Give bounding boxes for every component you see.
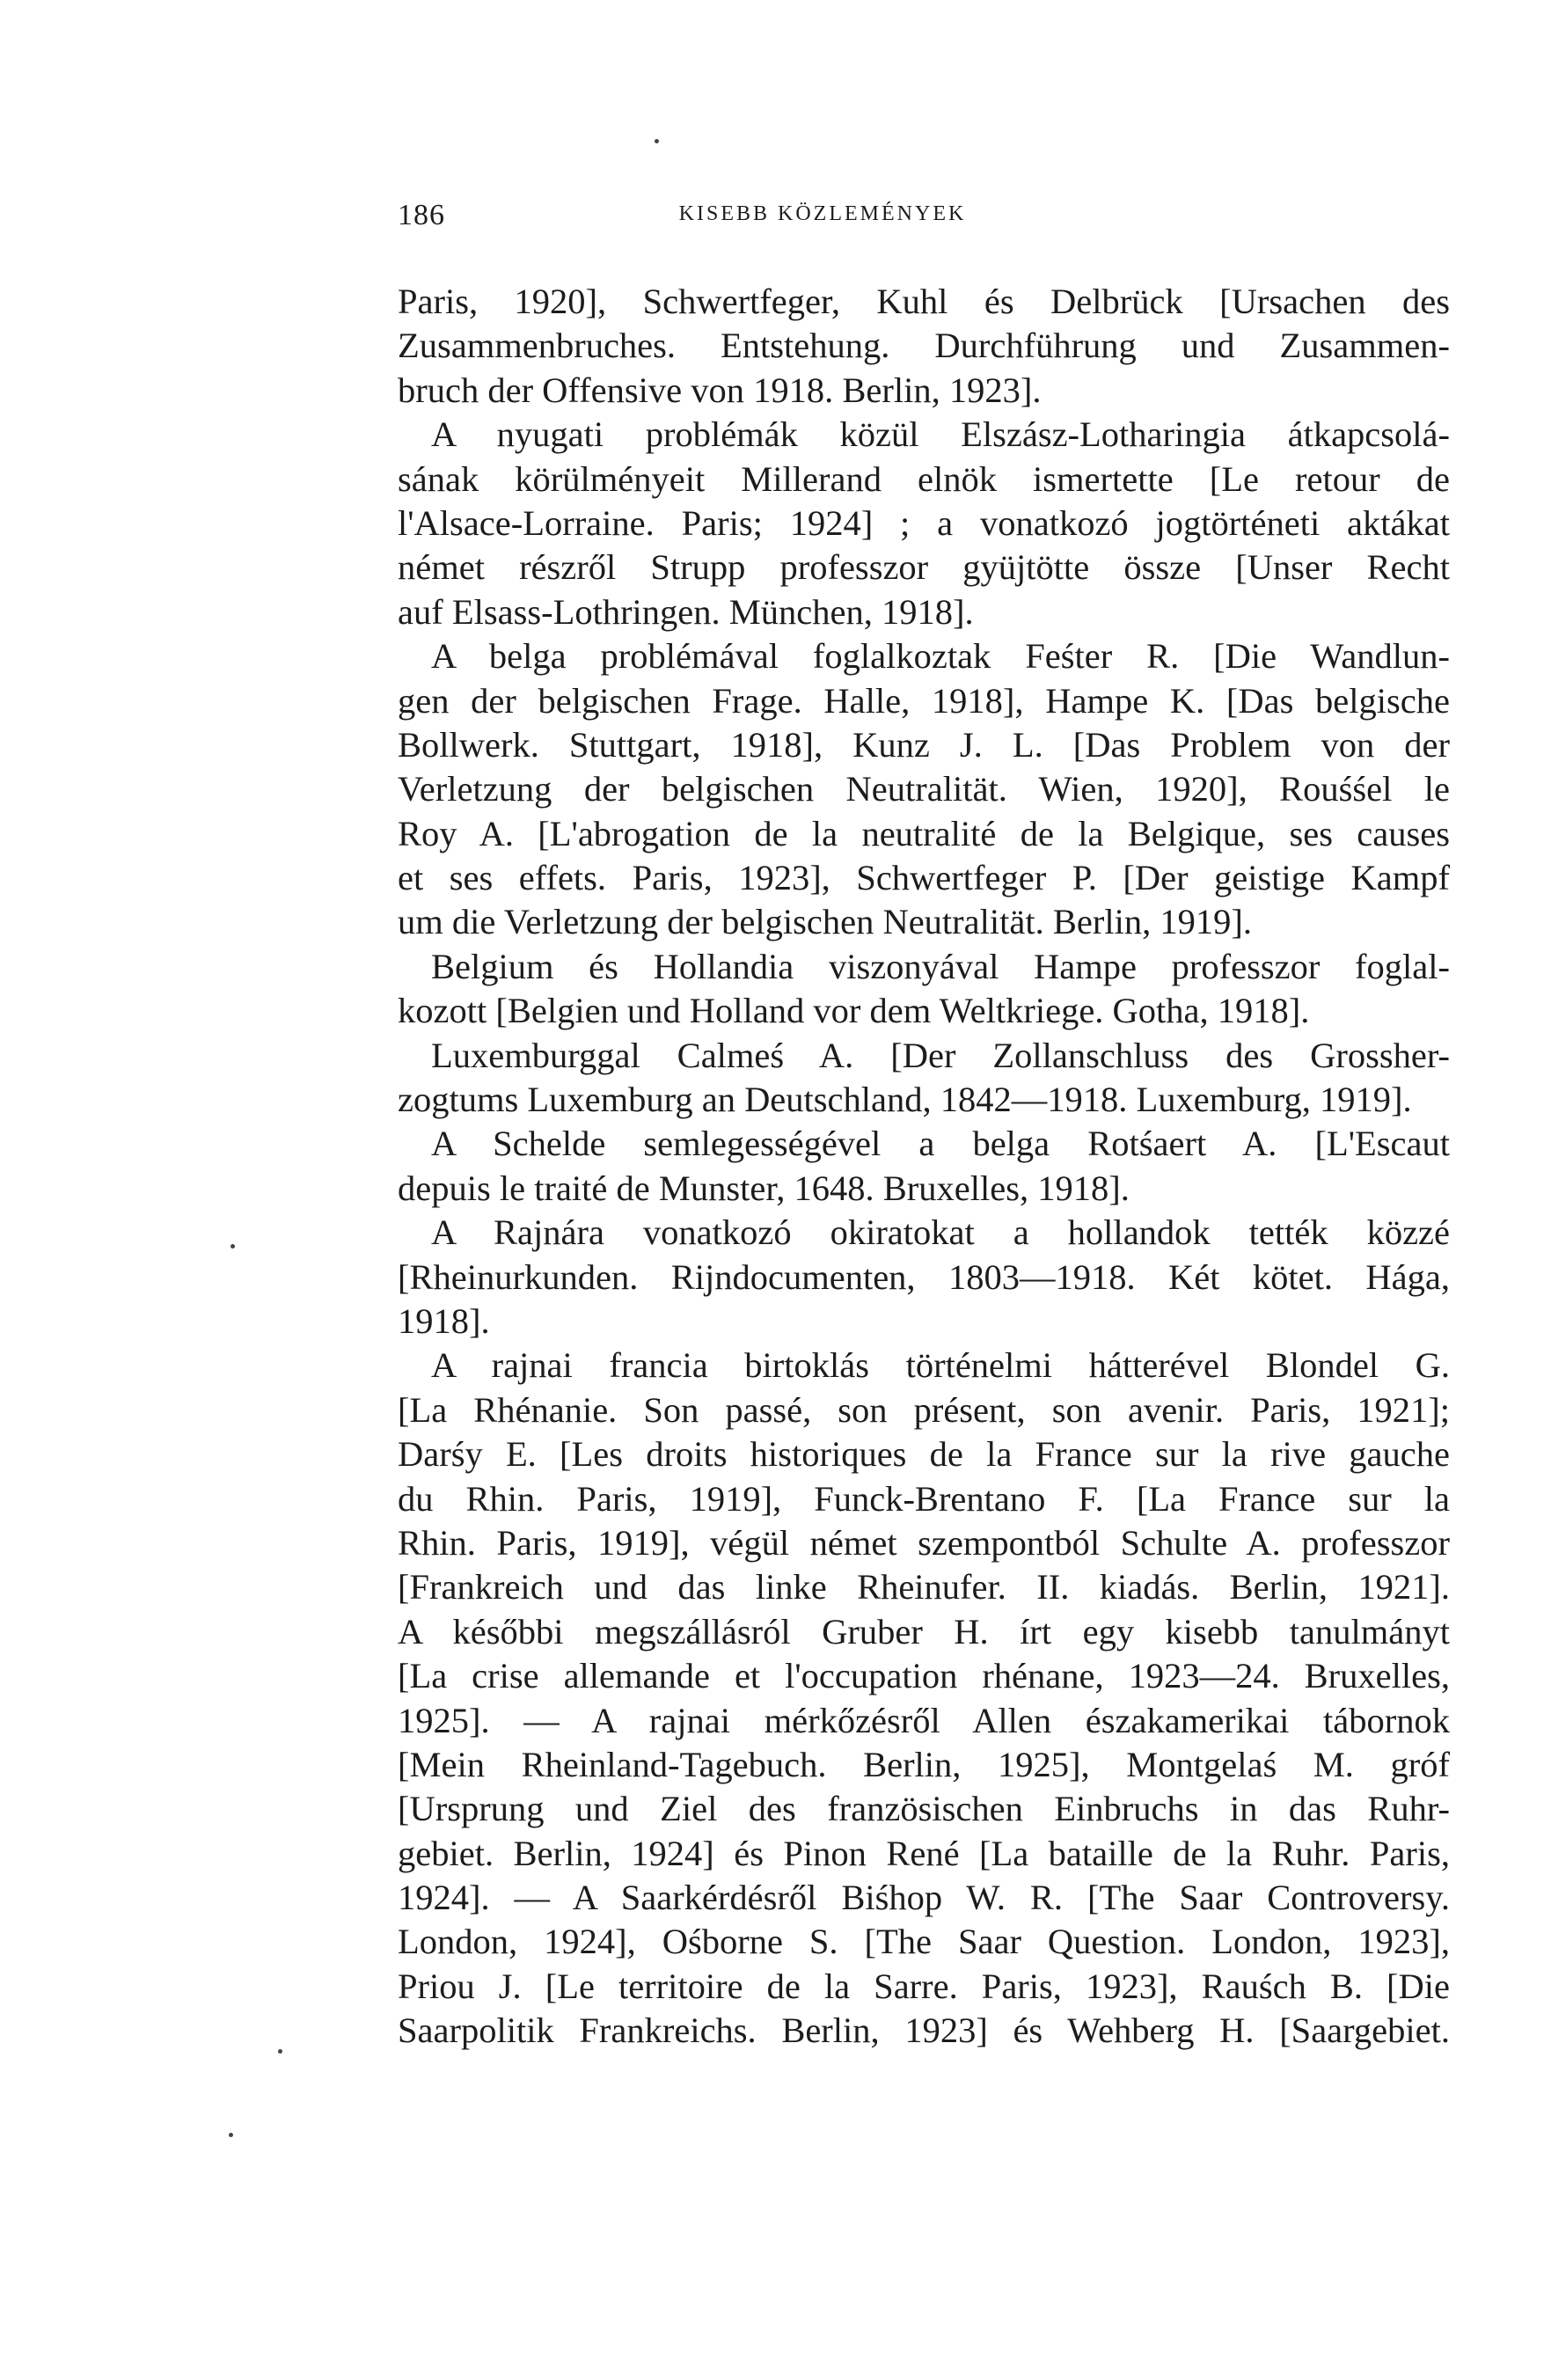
text-line: Rhin. Paris, 1919], végül német szempontból Schulte A. professzor xyxy=(398,1522,1450,1563)
text-line: London, 1924], Ośborne S. [The Saar Question. London, 1923], xyxy=(398,1922,1450,1962)
speck-mark xyxy=(278,2049,282,2054)
text-line: A Schelde semlegességével a belga Rotśaert A. [L'Escaut xyxy=(431,1124,1450,1164)
text-line: Priou J. [Le territoire de la Sarre. Paris, 1923], Rauśch B. [Die xyxy=(398,1966,1450,2006)
speck-mark xyxy=(229,2133,233,2137)
text-line: [Ursprung und Ziel des französischen Einbruchs in das Ruhr- xyxy=(398,1789,1450,1829)
text-line: A későbbi megszállásról Gruber H. írt egy kisebb tanulmányt xyxy=(398,1611,1450,1651)
text-line: Zusammenbruches. Entstehung. Durchführung und Zusammen- xyxy=(398,326,1450,366)
text-line: Paris, 1920], Schwertfeger, Kuhl és Delbrück [Ursachen des xyxy=(398,282,1450,321)
text-line: kozott [Belgien und Holland vor dem Weltkriege. Gotha, 1918]. xyxy=(398,991,1310,1031)
text-line: gen der belgischen Frage. Halle, 1918], Hampe K. [Das belgische xyxy=(398,680,1450,721)
text-line: [La crise allemande et l'occupation rhénane, 1923—24. Bruxelles, xyxy=(398,1656,1450,1696)
text-line: [Mein Rheinland-Tagebuch. Berlin, 1925], Montgelaś M. gróf xyxy=(398,1744,1450,1784)
text-line: sának körülményeit Millerand elnök ismertette [Le retour de xyxy=(398,458,1450,499)
running-head: KISEBB KÖZLEMÉNYEK xyxy=(678,202,967,225)
text-line: [Frankreich und das linke Rheinufer. II. kiadás. Berlin, 1921]. xyxy=(398,1567,1450,1607)
body-text xyxy=(398,280,1450,2054)
text-line: Darśy E. [Les droits historiques de la France sur la rive gauche xyxy=(398,1434,1450,1475)
text-line: bruch der Offensive von 1918. Berlin, 1923]. xyxy=(398,370,1042,410)
text-line: um die Verletzung der belgischen Neutralität. Berlin, 1919]. xyxy=(398,902,1252,942)
text-line: A Rajnára vonatkozó okiratokat a hollandok tették közzé xyxy=(431,1212,1450,1253)
text-line: Bollwerk. Stuttgart, 1918], Kunz J. L. [Das Problem von der xyxy=(398,724,1450,765)
text-line: Luxemburggal Calmeś A. [Der Zollanschluss des Grossher- xyxy=(431,1035,1450,1075)
page-number: 186 xyxy=(398,199,445,231)
speck-mark xyxy=(230,1244,235,1249)
text-line: Verletzung der belgischen Neutralität. Wien, 1920], Rouśśel le xyxy=(398,769,1450,809)
text-line: gebiet. Berlin, 1924] és Pinon René [La bataille de la Ruhr. Paris, xyxy=(398,1833,1450,1873)
text-line: Belgium és Hollandia viszonyával Hampe professzor foglal- xyxy=(431,946,1450,986)
text-line: 1924]. — A Saarkérdésről Biśhop W. R. [The Saar Controversy. xyxy=(398,1878,1450,1918)
text-line: A belga problémával foglalkoztak Feśter R. [Die Wandlun- xyxy=(431,636,1450,677)
text-line: 1918]. xyxy=(398,1300,490,1341)
text-line: Saarpolitik Frankreichs. Berlin, 1923] és Wehberg H. [Saargebiet. xyxy=(398,2010,1450,2051)
text-line: du Rhin. Paris, 1919], Funck-Brentano F. [La France sur la xyxy=(398,1478,1450,1519)
text-line: [Rheinurkunden. Rijndocumenten, 1803—1918. Két kötet. Hága, xyxy=(398,1256,1450,1297)
text-line: A rajnai francia birtoklás történelmi hátterével Blondel G. xyxy=(431,1345,1450,1386)
text-line: zogtums Luxemburg an Deutschland, 1842—1918. Luxemburg, 1919]. xyxy=(398,1080,1412,1120)
text-line: et ses effets. Paris, 1923], Schwertfeger P. [Der geistige Kampf xyxy=(398,858,1450,898)
text-line: auf Elsass-Lothringen. München, 1918]. xyxy=(398,591,974,632)
text-line: [La Rhénanie. Son passé, son présent, son avenir. Paris, 1921]; xyxy=(398,1389,1450,1430)
text-line: német részről Strupp professzor gyüjtötte össze [Unser Recht xyxy=(398,547,1450,588)
speck-mark xyxy=(655,139,659,143)
text-line: Roy A. [L'abrogation de la neutralité de la Belgique, ses causes xyxy=(398,813,1450,853)
text-line: A nyugati problémák közül Elszász-Lotharingia átkapcsolá- xyxy=(431,414,1450,455)
text-line: 1925]. — A rajnai mérkőzésről Allen északamerikai tábornok xyxy=(398,1700,1450,1740)
text-line: depuis le traité de Munster, 1648. Bruxelles, 1918]. xyxy=(398,1168,1130,1208)
text-line: l'Alsace-Lorraine. Paris; 1924] ; a vonatkozó jogtörténeti aktákat xyxy=(398,502,1450,543)
